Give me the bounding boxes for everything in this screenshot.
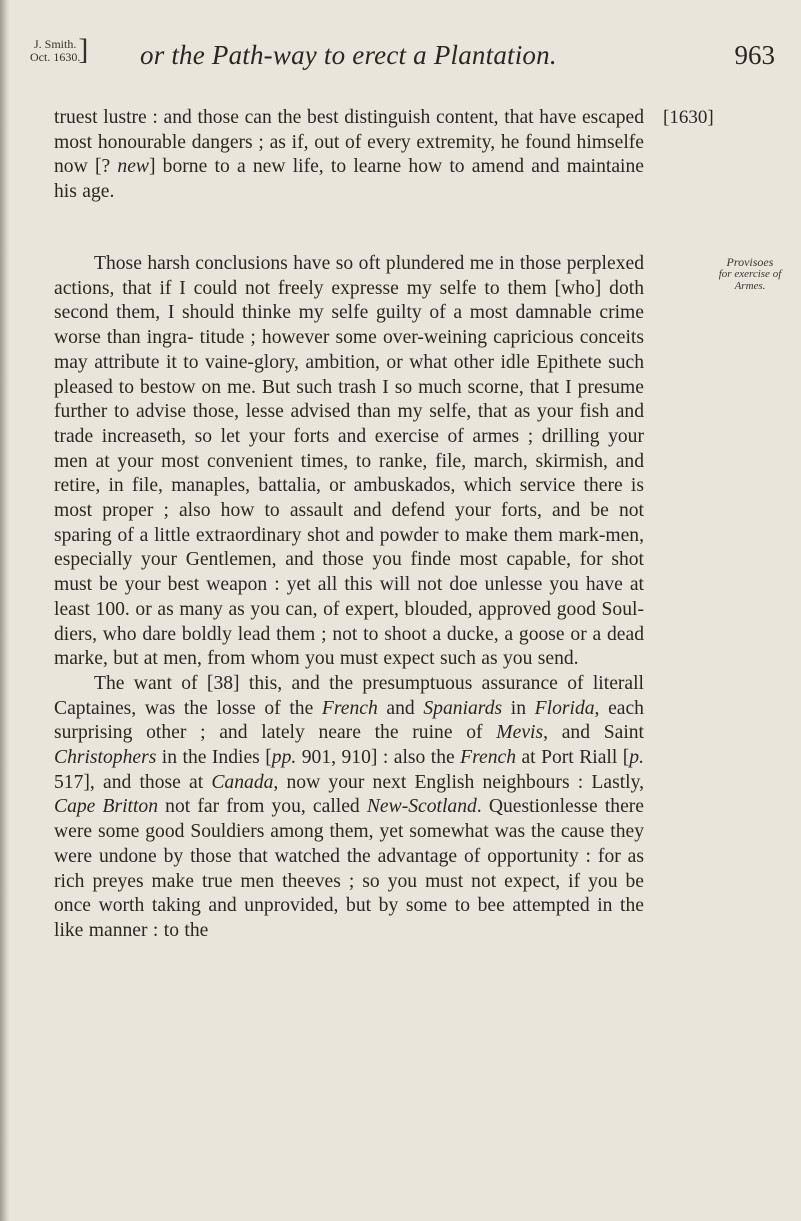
- bracket-glyph: ]: [78, 33, 89, 66]
- author-date-marker: [30, 33, 89, 66]
- margin-year: [1630]: [663, 107, 714, 128]
- margin-sidenote: [706, 256, 794, 292]
- page-gutter-shadow: [0, 0, 10, 1221]
- author-date: Oct. 1630.: [30, 50, 81, 64]
- text-block-1: [54, 106, 644, 205]
- author-name: J. Smith.: [33, 37, 77, 51]
- text-block-2: [54, 252, 644, 944]
- running-header: [30, 28, 775, 76]
- sidenote-subtitle: for exercise of Armes.: [718, 268, 782, 292]
- page-ref: [38]: [206, 672, 240, 694]
- paragraph-2: Those harsh conclusions have so oft plundered me in those perplexed actions, that if I could not freely expresse my selfe to them [who] doth second them, I should thinke my selfe guilty of a most damnable crime worse than ingra- titude ; however some over-weining capricious conceits may attribute it to vaine-glory, ambition, or what other idle Epithete such pleased to bestow on me. But such trash I so much scorne, that I presume further to advise those, lesse advised than my selfe, that as your fish and trade increaseth, so let your forts and exercise of armes ; drilling your men at your most convenient times, to ranke, file, march, skirmish, and retire, in file, manaples, battalia, or ambuskados, which service there is most proper ; also how to assault and defend your forts, and be not sparing of a little extraordinary shot and powder to make them mark-men, especially your Gentlemen, and those you finde most capable, for shot must be your best weapon : yet all this will not doe unlesse you have at least 100. or as many as you can, of expert, blouded, approved good Soul- diers, who dare boldly lead them ; not to shoot a ducke, a goose or a dead marke, but at men, from whom you must expect such as you send.: [54, 253, 644, 670]
- page-number: 963: [734, 40, 775, 70]
- running-title: or the Path-way to erect a Plantation.: [140, 40, 557, 70]
- paragraph-3: The want of [38] this, and the presumptuous assurance of literall Captaines, was the losse of the French and Spaniards in Florida, each surprising other ; and lately neare the ruine of Mevis, and Saint Christophers in the Indies [pp. 901, 910] : also the French at Port Riall [p. 517], and those at Canada, now your next English neighbours : Lastly, Cape Britton not far from you, called New-Scotland. Questionlesse there were some good Souldiers among them, yet somewhat was the cause they were undone by those that watched the advantage of opportunity : for as rich preyes make true men theeves ; so you must not expect, if you be once worth taking and unprovided, but by some to bee attempted in the like manner : to the: [54, 672, 644, 941]
- sidenote-title: Provisoes: [726, 255, 774, 269]
- paragraph-1: truest lustre : and those can the best distinguish content, that have escaped most honourable dangers ; as if, out of every extremity, he found himselfe now [? new] borne to a new life, to learne how to amend and maintaine his age.: [54, 107, 644, 203]
